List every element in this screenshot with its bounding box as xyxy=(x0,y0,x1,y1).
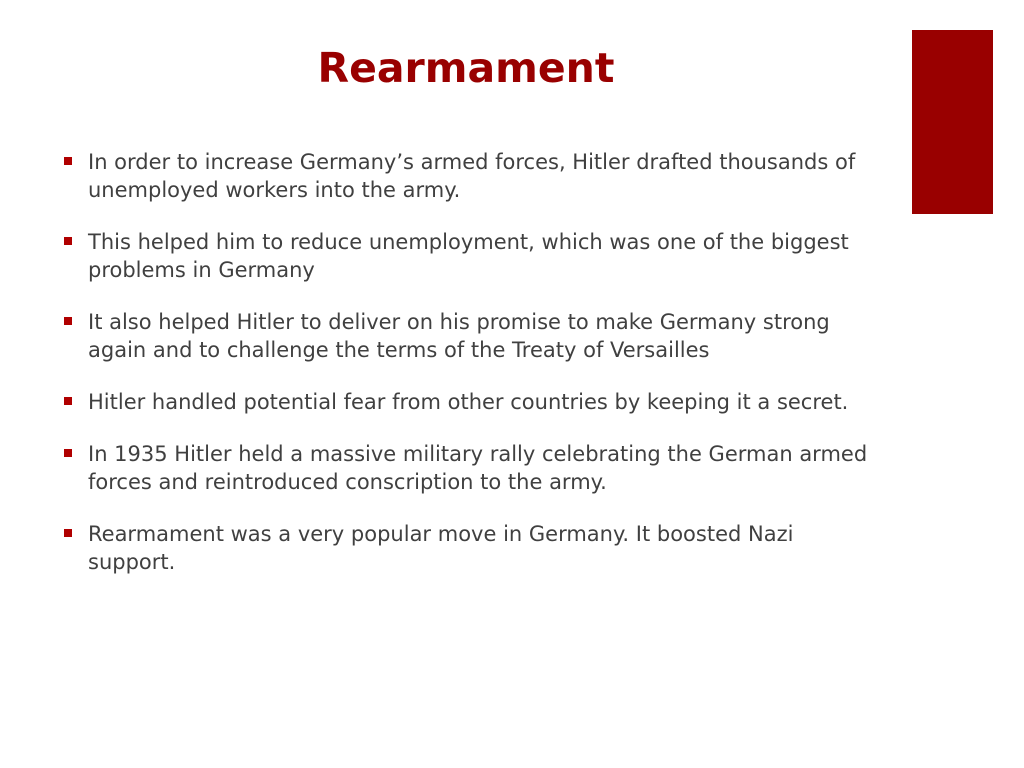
bullet-list xyxy=(64,148,874,600)
square-bullet-icon xyxy=(64,237,72,245)
bullet-text: This helped him to reduce unemployment, which was one of the biggest problems in Germany xyxy=(88,230,849,282)
bullet-item xyxy=(64,388,874,416)
square-bullet-icon xyxy=(64,317,72,325)
bullet-item xyxy=(64,308,874,364)
bullet-text: Rearmament was a very popular move in Germany. It boosted Nazi support. xyxy=(88,522,794,574)
bullet-item xyxy=(64,520,874,576)
slide-title: Rearmament xyxy=(317,44,615,92)
bullet-item xyxy=(64,148,874,204)
bullet-item xyxy=(64,440,874,496)
bullet-text: It also helped Hitler to deliver on his promise to make Germany strong again and to challenge the terms of the Treaty of Versailles xyxy=(88,310,830,362)
bullet-text: Hitler handled potential fear from other countries by keeping it a secret. xyxy=(88,390,849,414)
bullet-text: In order to increase Germany’s armed forces, Hitler drafted thousands of unemployed workers into the army. xyxy=(88,150,856,202)
square-bullet-icon xyxy=(64,397,72,405)
square-bullet-icon xyxy=(64,529,72,537)
bullet-item xyxy=(64,228,874,284)
bullet-text: In 1935 Hitler held a massive military rally celebrating the German armed forces and reintroduced conscription to the army. xyxy=(88,442,868,494)
square-bullet-icon xyxy=(64,449,72,457)
square-bullet-icon xyxy=(64,157,72,165)
